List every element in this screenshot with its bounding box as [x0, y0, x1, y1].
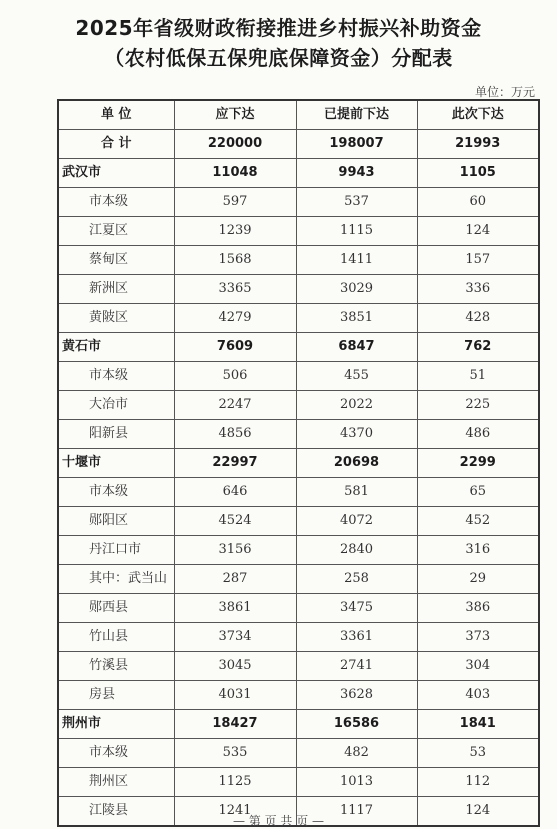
cell-advanced: 4370: [296, 420, 417, 449]
cell-this-time: 452: [417, 507, 539, 536]
cell-unit-name: 竹山县: [58, 623, 174, 652]
table-row: [58, 188, 539, 217]
header-advanced: 已提前下达: [296, 100, 417, 130]
cell-this-time: 65: [417, 478, 539, 507]
cell-this-time: 60: [417, 188, 539, 217]
cell-this-time: 373: [417, 623, 539, 652]
total-row: [58, 130, 539, 159]
header-unit: 单 位: [58, 100, 174, 130]
cell-due: 597: [174, 188, 296, 217]
cell-advanced: 4072: [296, 507, 417, 536]
cell-this-time: 124: [417, 217, 539, 246]
cell-advanced: 258: [296, 565, 417, 594]
table-row: [58, 217, 539, 246]
allocation-table: [57, 99, 540, 827]
table-row: [58, 739, 539, 768]
cell-advanced: 1013: [296, 768, 417, 797]
table-row: [58, 362, 539, 391]
cell-unit-name: 竹溪县: [58, 652, 174, 681]
cell-due: 4031: [174, 681, 296, 710]
cell-unit-name: 新洲区: [58, 275, 174, 304]
table-row: [58, 623, 539, 652]
cell-unit-name: 江夏区: [58, 217, 174, 246]
cell-due: 4279: [174, 304, 296, 333]
cell-unit-name: 黄石市: [58, 333, 174, 362]
cell-advanced: 198007: [296, 130, 417, 159]
header-due: 应下达: [174, 100, 296, 130]
cell-this-time: 225: [417, 391, 539, 420]
cell-advanced: 3361: [296, 623, 417, 652]
cell-advanced: 581: [296, 478, 417, 507]
cell-due: 3734: [174, 623, 296, 652]
city-row: [58, 333, 539, 362]
page-footer: — 第 页 共 页 —: [232, 814, 325, 828]
cell-unit-name: 丹江口市: [58, 536, 174, 565]
cell-due: 7609: [174, 333, 296, 362]
cell-this-time: 112: [417, 768, 539, 797]
cell-unit-name: 黄陂区: [58, 304, 174, 333]
cell-this-time: 53: [417, 739, 539, 768]
header-this-time: 此次下达: [417, 100, 539, 130]
table-row: [58, 420, 539, 449]
cell-unit-name: 阳新县: [58, 420, 174, 449]
cell-due: 3156: [174, 536, 296, 565]
cell-unit-name: 荆州市: [58, 710, 174, 739]
cell-this-time: 124: [417, 797, 539, 827]
cell-unit-name: 市本级: [58, 478, 174, 507]
cell-advanced: 16586: [296, 710, 417, 739]
table-row: [58, 536, 539, 565]
cell-this-time: 157: [417, 246, 539, 275]
cell-due: 4524: [174, 507, 296, 536]
table-row: [58, 565, 539, 594]
cell-this-time: 316: [417, 536, 539, 565]
document-title-line1: 2025年省级财政衔接推进乡村振兴补助资金: [75, 16, 482, 40]
city-row: [58, 710, 539, 739]
cell-due: 1239: [174, 217, 296, 246]
table-row: [58, 304, 539, 333]
cell-advanced: 6847: [296, 333, 417, 362]
cell-due: 2247: [174, 391, 296, 420]
city-row: [58, 449, 539, 478]
cell-unit-name: 房县: [58, 681, 174, 710]
cell-unit-name: 武汉市: [58, 159, 174, 188]
cell-this-time: 29: [417, 565, 539, 594]
table-row: [58, 275, 539, 304]
cell-unit-name: 市本级: [58, 188, 174, 217]
cell-this-time: 762: [417, 333, 539, 362]
cell-advanced: 1411: [296, 246, 417, 275]
cell-advanced: 537: [296, 188, 417, 217]
cell-due: 287: [174, 565, 296, 594]
city-row: [58, 159, 539, 188]
cell-advanced: 2741: [296, 652, 417, 681]
cell-unit-name: 大冶市: [58, 391, 174, 420]
unit-label: 单位：万元: [474, 85, 535, 99]
table-row: [58, 478, 539, 507]
cell-due: 1125: [174, 768, 296, 797]
cell-this-time: 336: [417, 275, 539, 304]
cell-due: 646: [174, 478, 296, 507]
cell-this-time: 304: [417, 652, 539, 681]
cell-advanced: 1117: [296, 797, 417, 827]
cell-due: 22997: [174, 449, 296, 478]
document-title-line2: （农村低保五保兜底保障资金）分配表: [104, 46, 453, 70]
table-row: [58, 594, 539, 623]
cell-this-time: 1841: [417, 710, 539, 739]
cell-advanced: 1115: [296, 217, 417, 246]
cell-advanced: 2840: [296, 536, 417, 565]
cell-this-time: 21993: [417, 130, 539, 159]
cell-unit-name: 合 计: [58, 130, 174, 159]
cell-this-time: 1105: [417, 159, 539, 188]
cell-advanced: 9943: [296, 159, 417, 188]
cell-advanced: 3851: [296, 304, 417, 333]
cell-unit-name: 其中：武当山: [58, 565, 174, 594]
cell-this-time: 403: [417, 681, 539, 710]
table-body: [58, 130, 539, 827]
cell-unit-name: 江陵县: [58, 797, 174, 827]
cell-due: 1241: [174, 797, 296, 827]
cell-advanced: 3029: [296, 275, 417, 304]
cell-this-time: 386: [417, 594, 539, 623]
cell-unit-name: 十堰市: [58, 449, 174, 478]
table-row: [58, 768, 539, 797]
cell-this-time: 486: [417, 420, 539, 449]
cell-unit-name: 市本级: [58, 362, 174, 391]
cell-due: 535: [174, 739, 296, 768]
cell-unit-name: 蔡甸区: [58, 246, 174, 275]
table-row: [58, 681, 539, 710]
cell-due: 3861: [174, 594, 296, 623]
cell-due: 506: [174, 362, 296, 391]
cell-unit-name: 郧阳区: [58, 507, 174, 536]
cell-this-time: 2299: [417, 449, 539, 478]
cell-advanced: 455: [296, 362, 417, 391]
cell-due: 18427: [174, 710, 296, 739]
cell-advanced: 3475: [296, 594, 417, 623]
cell-advanced: 482: [296, 739, 417, 768]
table-row: [58, 246, 539, 275]
cell-due: 220000: [174, 130, 296, 159]
cell-due: 1568: [174, 246, 296, 275]
table-row: [58, 652, 539, 681]
table-row: [58, 507, 539, 536]
cell-due: 3045: [174, 652, 296, 681]
cell-due: 3365: [174, 275, 296, 304]
cell-unit-name: 荆州区: [58, 768, 174, 797]
cell-advanced: 20698: [296, 449, 417, 478]
cell-unit-name: 市本级: [58, 739, 174, 768]
cell-due: 11048: [174, 159, 296, 188]
cell-this-time: 428: [417, 304, 539, 333]
cell-advanced: 3628: [296, 681, 417, 710]
cell-unit-name: 郧西县: [58, 594, 174, 623]
table-row: [58, 391, 539, 420]
cell-advanced: 2022: [296, 391, 417, 420]
table-header-row: [58, 100, 539, 130]
cell-due: 4856: [174, 420, 296, 449]
cell-this-time: 51: [417, 362, 539, 391]
